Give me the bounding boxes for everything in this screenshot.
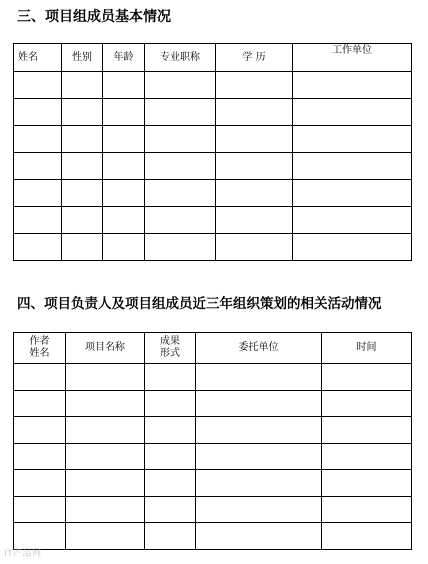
table-cell [145,496,196,523]
table-cell [66,390,145,417]
header-client: 委托单位 [196,333,322,364]
members-row [14,126,412,153]
header-author-line1: 作者 [29,336,50,347]
table-cell [145,234,216,261]
activities-table [13,332,412,550]
activities-row [14,417,412,444]
table-cell [145,523,196,550]
table-cell [14,443,66,470]
watermark: IT产品网 [4,549,42,559]
table-cell [216,72,293,99]
table-cell [196,496,322,523]
table-cell [216,99,293,126]
table-cell [66,364,145,391]
table-cell [322,364,412,391]
table-cell [293,180,412,207]
table-cell [62,234,103,261]
header-time: 时间 [322,333,412,364]
table-cell [216,207,293,234]
table-cell [322,523,412,550]
members-table [13,43,412,261]
table-cell [293,153,412,180]
table-cell [62,153,103,180]
members-row [14,153,412,180]
table-cell [145,153,216,180]
table-cell [62,207,103,234]
table-cell [103,234,145,261]
table-cell [62,72,103,99]
table-cell [14,496,66,523]
table-cell [293,72,412,99]
table-cell [322,470,412,497]
members-row [14,99,412,126]
table-cell [145,417,196,444]
table-cell [196,443,322,470]
table-cell [293,126,412,153]
members-row [14,72,412,99]
table-cell [103,207,145,234]
table-cell [66,417,145,444]
table-cell [145,364,196,391]
table-cell [14,180,62,207]
table-cell [66,496,145,523]
table-cell [14,126,62,153]
table-cell [293,234,412,261]
activities-row [14,443,412,470]
header-project-name: 项目名称 [66,333,145,364]
activities-row [14,496,412,523]
table-cell [14,470,66,497]
table-cell [145,443,196,470]
section-4-title: 四、项目负责人及项目组成员近三年组织策划的相关活动情况 [17,296,382,312]
header-author-name [14,333,66,364]
table-cell [196,523,322,550]
table-cell [216,126,293,153]
table-cell [14,207,62,234]
section-3-title: 三、项目组成员基本情况 [17,9,171,25]
table-cell [216,153,293,180]
members-row [14,180,412,207]
activities-header-row [14,333,412,364]
activities-row [14,523,412,550]
header-title: 专业职称 [145,44,216,72]
table-cell [293,99,412,126]
members-row [14,207,412,234]
table-cell [103,126,145,153]
activities-row [14,470,412,497]
table-cell [322,443,412,470]
activities-body [14,364,412,550]
members-header-row [14,44,412,72]
header-result-line2: 形式 [160,348,180,359]
table-cell [145,390,196,417]
table-cell [145,180,216,207]
table-cell [14,72,62,99]
table-cell [14,153,62,180]
table-cell [103,99,145,126]
table-cell [103,72,145,99]
header-author-line2: 姓名 [29,348,50,359]
table-cell [14,234,62,261]
table-cell [14,390,66,417]
header-workplace: 工作单位 [293,44,412,72]
table-cell [293,207,412,234]
members-body [14,72,412,261]
table-cell [196,417,322,444]
header-result-line1: 成果 [160,336,180,347]
table-cell [62,126,103,153]
members-row [14,234,412,261]
table-cell [14,99,62,126]
header-name: 姓名 [14,44,62,72]
header-result-form [145,333,196,364]
header-education: 学 历 [216,44,293,72]
activities-row [14,364,412,391]
table-cell [66,443,145,470]
table-cell [62,180,103,207]
table-cell [322,417,412,444]
table-cell [62,99,103,126]
table-cell [103,180,145,207]
table-cell [196,390,322,417]
table-cell [103,153,145,180]
table-cell [216,180,293,207]
table-cell [322,390,412,417]
table-cell [14,364,66,391]
table-cell [322,496,412,523]
table-cell [216,234,293,261]
table-cell [196,364,322,391]
table-cell [14,417,66,444]
table-cell [145,99,216,126]
table-cell [66,523,145,550]
table-cell [66,470,145,497]
table-cell [145,207,216,234]
table-cell [145,72,216,99]
table-cell [196,470,322,497]
header-age: 年龄 [103,44,145,72]
header-gender: 性别 [62,44,103,72]
activities-row [14,390,412,417]
table-cell [145,470,196,497]
table-cell [145,126,216,153]
